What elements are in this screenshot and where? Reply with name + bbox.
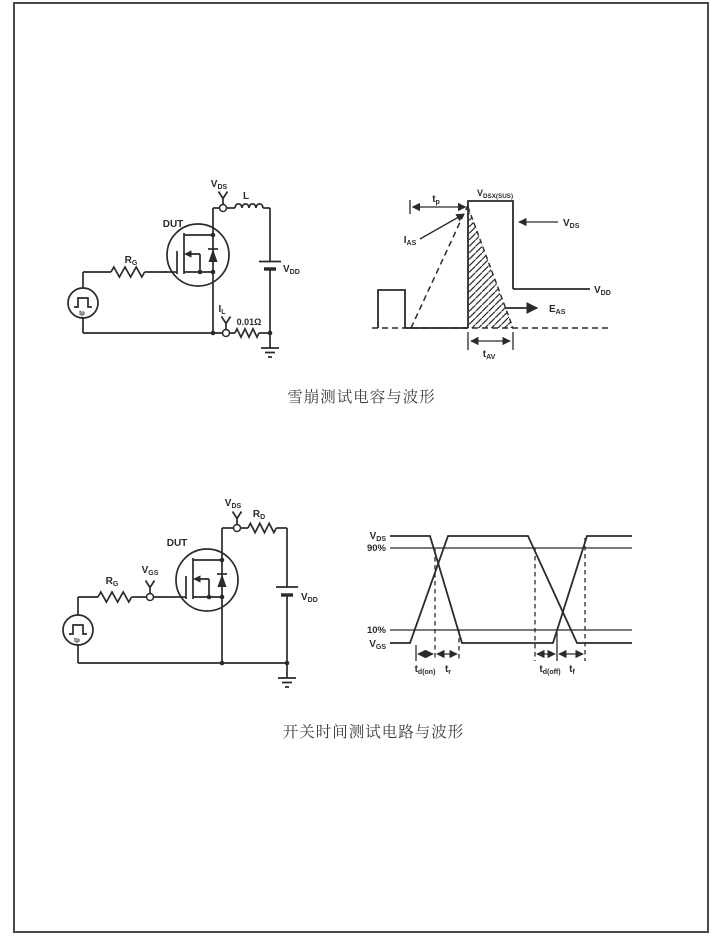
vdd-label: VDD (301, 592, 318, 605)
page-frame (13, 2, 709, 933)
ref-90-label: 90% (366, 543, 386, 554)
mosfet-dut (174, 549, 238, 611)
vdd-label: VDD (283, 264, 300, 277)
ias-label: IAS (403, 235, 417, 248)
tav-dimension (468, 332, 513, 361)
vds-probe (211, 179, 228, 212)
drain-resistor (241, 509, 288, 533)
pulse-generator (63, 597, 93, 663)
ground-symbol (278, 663, 296, 687)
tf-label: tf (569, 664, 575, 677)
vgs-axis-label: VGS (369, 639, 386, 652)
tr-label: tr (444, 664, 452, 677)
gate-resistor (78, 576, 147, 602)
avalanche-circuit-figure (55, 160, 320, 378)
vds-label: VDS (224, 498, 242, 511)
inductor (227, 191, 271, 208)
current-shunt (230, 317, 271, 337)
avalanche-waveform-figure (365, 175, 620, 365)
vds-label: VDS (210, 179, 228, 192)
vds-axis-label: VDS (369, 531, 386, 544)
tav-label: tAV (482, 349, 496, 362)
switching-figure-caption: 开关时间测试电路与波形 (282, 724, 465, 741)
mosfet-dut (165, 224, 229, 286)
vdd-level-label: VDD (594, 285, 611, 298)
dut-label: DUT (166, 538, 188, 549)
switching-waveform-figure (355, 520, 645, 690)
ground-symbol (261, 333, 279, 357)
rg-label: RG (124, 255, 138, 268)
pulse-glyph (74, 298, 92, 307)
eas-label: EAS (549, 304, 566, 317)
supply-battery (276, 528, 318, 663)
il-probe (218, 304, 230, 337)
avalanche-figure-caption: 雪崩测试电容与波形 (287, 389, 436, 406)
eas-pointer (505, 304, 566, 316)
inductor-label: L (242, 191, 250, 202)
tp-dimension (410, 194, 466, 214)
vds-pointer (519, 218, 580, 230)
shunt-label: 0.01Ω (236, 317, 262, 327)
pulse-glyph (69, 625, 87, 634)
gate-resistor (83, 255, 167, 277)
pulse-generator (68, 272, 98, 333)
gate-pulse-trace (378, 290, 405, 328)
pulse-source-label: tp (74, 638, 80, 644)
pulse-source-label: tp (79, 311, 85, 317)
td-on-label: td(on) (414, 664, 436, 677)
ref-10-label: 10% (366, 625, 386, 636)
ias-current-ramp (411, 205, 468, 328)
vds-wave-label: VDS (563, 218, 580, 231)
vgs-label: VGS (141, 565, 159, 578)
vds-trace (390, 536, 632, 643)
td-off-label: td(off) (539, 664, 561, 677)
vgs-probe (142, 565, 174, 601)
switching-circuit-figure (50, 480, 328, 700)
supply-battery (259, 208, 300, 333)
rd-label: RD (252, 509, 266, 522)
vdsx-sus-label: VDSX(SUS) (476, 188, 514, 200)
ias-pointer (404, 214, 464, 247)
dut-label: DUT (162, 219, 184, 230)
il-label: IL (218, 304, 226, 317)
vds-probe (222, 498, 242, 532)
rg-label: RG (105, 576, 119, 589)
vgs-trace (390, 536, 632, 643)
tp-label: tp (432, 194, 440, 207)
